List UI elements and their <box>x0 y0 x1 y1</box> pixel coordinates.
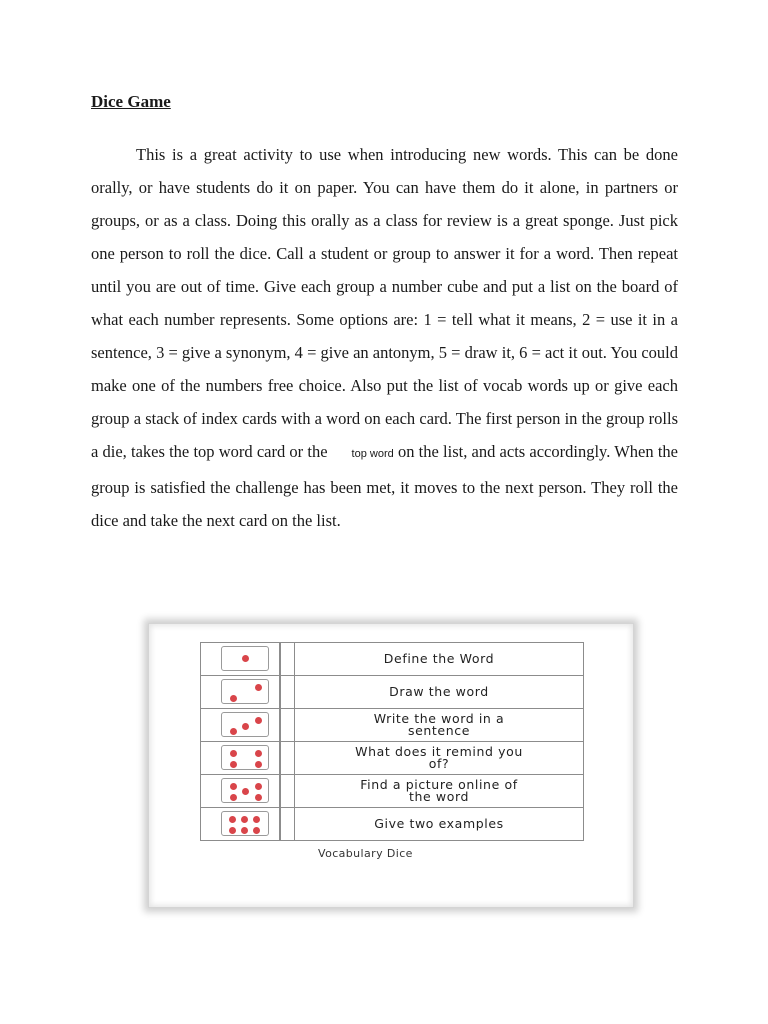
die-cell <box>201 676 295 709</box>
die-pip <box>242 788 249 795</box>
die-pip <box>255 761 262 768</box>
die-one-icon <box>221 646 269 671</box>
margin-note: top word <box>351 448 394 460</box>
task-remind-you: What does it remind you of? <box>295 742 584 775</box>
die-pip <box>241 827 248 834</box>
die-pip <box>230 761 237 768</box>
task-draw-word: Draw the word <box>295 676 584 709</box>
die-pip <box>255 794 262 801</box>
table-row <box>201 709 584 742</box>
task-two-examples: Give two examples <box>295 808 584 841</box>
table-row <box>201 775 584 808</box>
die-six-icon <box>221 811 269 836</box>
task-write-sentence: Write the word in a sentence <box>295 709 584 742</box>
die-pip <box>241 816 248 823</box>
die-three-icon <box>221 712 269 737</box>
die-pip <box>253 816 260 823</box>
die-pip <box>230 783 237 790</box>
table-row <box>201 808 584 841</box>
die-pip <box>242 655 249 662</box>
die-pip <box>230 695 237 702</box>
die-cell <box>201 709 295 742</box>
die-cell <box>201 742 295 775</box>
vocabulary-dice-table <box>200 642 584 841</box>
die-pip <box>242 723 249 730</box>
die-two-icon <box>221 679 269 704</box>
table-row <box>201 643 584 676</box>
die-five-icon <box>221 778 269 803</box>
body-paragraph <box>91 138 678 537</box>
table-row <box>201 742 584 775</box>
die-pip <box>229 816 236 823</box>
die-pip <box>230 728 237 735</box>
die-cell <box>201 808 295 841</box>
table-row <box>201 676 584 709</box>
task-define-word: Define the Word <box>295 643 584 676</box>
die-cell <box>201 775 295 808</box>
die-pip <box>255 783 262 790</box>
die-pip <box>230 750 237 757</box>
body-text: This is a great activity to use when introducing new words. This can be done orally, or have students do it on paper. You can have them do it alone, in partners or groups, or as a class. Doing this orally as a class for review is a great sponge. Just pick one person to roll the dice. Call a student or group to answer it for a word. Then repeat until you are out of time. Give each group a number cube and put a list on the board of what each number represents. Some options are: 1 = tell what it means, 2 = use it in a sentence, 3 = give a synonym, 4 = give an antonym, 5 = draw it, 6 = act it out. You could make one of the numbers free choice. Also put the list of vocab words up or give each group a stack of index cards with a word on each card. The first person in the group rolls a die, takes the top word card or the <box>91 145 678 461</box>
die-cell <box>201 643 295 676</box>
body-text-end: on the list, and acts accordingly. When the group is satisfied the challenge has been met, it moves to the next person. They roll the dice and take the next card on the list. <box>91 442 678 530</box>
die-pip <box>230 794 237 801</box>
document-title: Dice Game <box>91 92 171 111</box>
die-pip <box>229 827 236 834</box>
die-four-icon <box>221 745 269 770</box>
die-pip <box>255 750 262 757</box>
die-pip <box>255 684 262 691</box>
die-pip <box>253 827 260 834</box>
figure-caption: Vocabulary Dice <box>318 847 413 860</box>
die-pip <box>255 717 262 724</box>
task-find-picture: Find a picture online of the word <box>295 775 584 808</box>
